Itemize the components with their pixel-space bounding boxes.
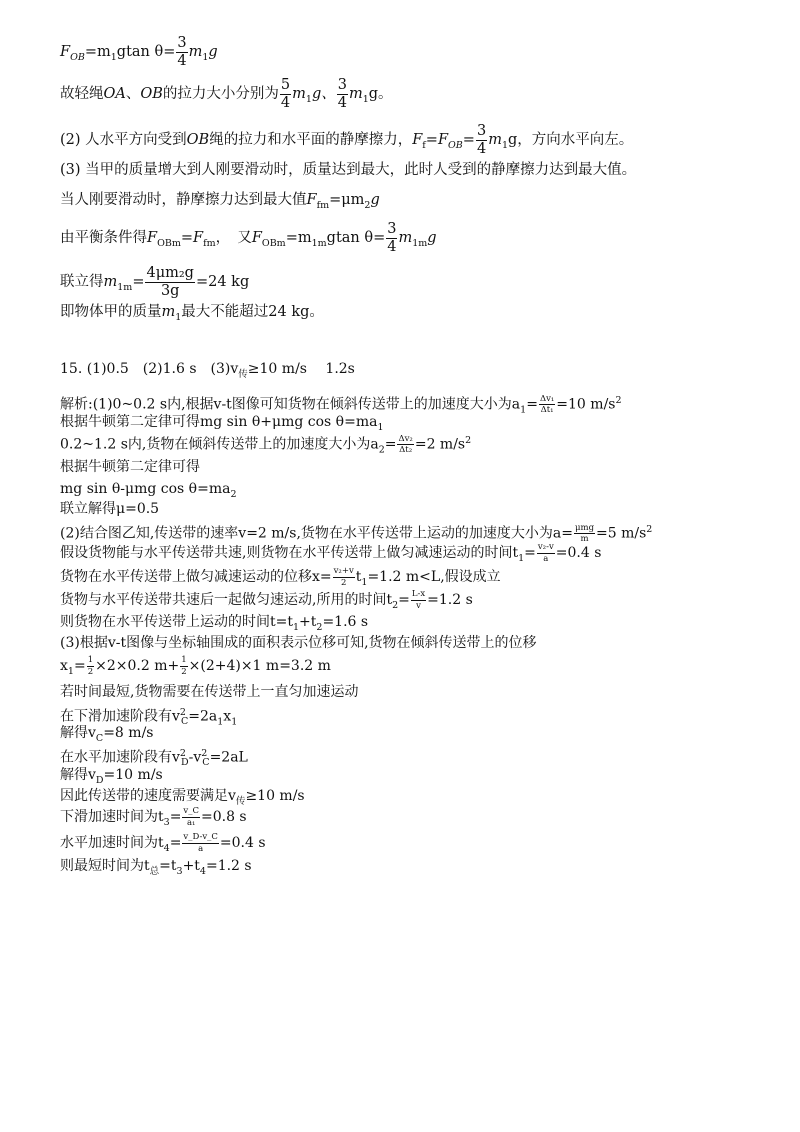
solution-line-6: 联立解得μ=0.5 — [60, 501, 160, 517]
max-mass-conclusion-line: 即物体甲的质量$m_1$最大不能超过24 kg。 — [60, 304, 324, 323]
solution-line-11: 则货物在水平传送带上运动的时间$t=t_1+t_2=1.6$ s — [60, 614, 369, 633]
formula-line-fob: $F_{OB}=m_1gtan$ θ= $\frac{3}{4}$ $m_1g$ — [60, 35, 218, 69]
equilibrium-line: 由平衡条件得$F_{OBm}=F_{fm}$， 又$F_{OBm}=m_{1m}gtan$ θ= $\frac{3}{4}$ $m_{1m}g$ — [60, 221, 437, 255]
solution-line-21: 水平加速时间为$t_4=$ $\frac{v\_D-v\_C}{a}$ =0.4 s — [60, 832, 266, 854]
solution-line-22: 则最短时间为$t_总=t_3+t_4=1.2$ s — [60, 858, 252, 877]
answer-line-q15: 15. (1)0.5 (2)1.6 s $(3)v_传\ge 10$ m/s 1.2s — [60, 361, 355, 380]
solution-line-7: (2)结合图乙知,传送带的速率v=2 m/s,货物在水平传送带上运动的加速度大小为a= $\frac{\text{μmg}}{m}$ =5 $m/s^2$ — [60, 522, 653, 545]
solution-line-15: 在下滑加速阶段有$v^2_C=2a_1x_1$ — [60, 707, 238, 728]
conclusion-line-rope-tension: 故轻绳OA、OB的拉力大小分别为 $\frac{5}{4}$ $m_1g$、 $\frac{3}{4}$ $m_1g$。 — [60, 77, 393, 111]
part2-friction-line: (2) 人水平方向受到OB绳的拉力和水平面的静摩擦力，$F_f=F_{OB}=$ $\frac{3}{4}$ $m_1g$，方向水平向左。 — [60, 123, 634, 157]
solution-line-12: (3)根据v-t图像与坐标轴围成的面积表示位移可知,货物在倾斜传送带上的位移 — [60, 635, 537, 651]
solution-line-10: 货物与水平传送带共速后一起做匀速运动,所用的时间$t_2=$ $\frac{L-x}{v}$ =1.2 s — [60, 589, 473, 611]
max-friction-line: 当人刚要滑动时，静摩擦力达到最大值$F_{fm}=\mu m_2g$ — [60, 192, 380, 211]
solution-line-16: 解得$v_C=8$ m/s — [60, 725, 154, 744]
solution-line-8: 假设货物能与水平传送带共速,则货物在水平传送带上做匀减速运动的时间$t_1=$ $\frac{\text{v₂-v}}{a}$ =0.4 s — [60, 542, 602, 564]
solution-line-13: $x_1=$ $\frac{1}{2}$ ×2×0.2 m+ $\frac{1}{2}$ ×(2+4)×1 m=3.2 m — [60, 655, 331, 677]
solution-line-14: 若时间最短,货物需要在传送带上一直匀加速运动 — [60, 684, 359, 700]
solution-line-2: 根据牛顿第二定律可得mg sin θ+μmg $\cos \theta=ma_1$ — [60, 414, 384, 433]
solution-line-9: 货物在水平传送带上做匀减速运动的位移x= $\frac{\text{v₂+v}}{2}$ $t_1=1.2$ m<L,假设成立 — [60, 566, 501, 588]
solution-line-18: 解得$v_D=10$ m/s — [60, 767, 163, 786]
solution-line-20: 下滑加速时间为$t_3=$ $\frac{v\_C}{\text{a₁}}$ =0.8 s — [60, 806, 247, 828]
solution-line-3: 0.2~1.2 s内,货物在倾斜传送带上的加速度大小为$a_2=$ $\frac{\text{Δv₂}}{\text{Δt₂}}$ =2 $m/s^2$ — [60, 433, 472, 456]
solution-line-4: 根据牛顿第二定律可得 — [60, 459, 200, 475]
part3-intro-line: (3) 当甲的质量增大到人刚要滑动时，质量达到最大，此时人受到的静摩擦力达到最大值。 — [60, 162, 637, 178]
solution-line-1: 解析:(1)0~0.2 s内,根据v-t图像可知货物在倾斜传送带上的加速度大小为$a_1=$ $\frac{\text{Δv₁}}{\text{Δt₁}}$ =10 $m/s^2$ — [60, 393, 622, 416]
combined-result-line: 联立得$m_{1m}=$ $\frac{\text{4μm₂g}}{3g}$ =24 kg — [60, 265, 250, 299]
solution-line-19: 因此传送带的速度需要满足$v_传\ge 10$ m/s — [60, 788, 305, 807]
solution-line-17: 在水平加速阶段有$v^2_D-v^2_C=2aL$ — [60, 748, 248, 769]
solution-line-5: mg sin θ-μmg $\cos \theta=ma_2$ — [60, 481, 237, 500]
